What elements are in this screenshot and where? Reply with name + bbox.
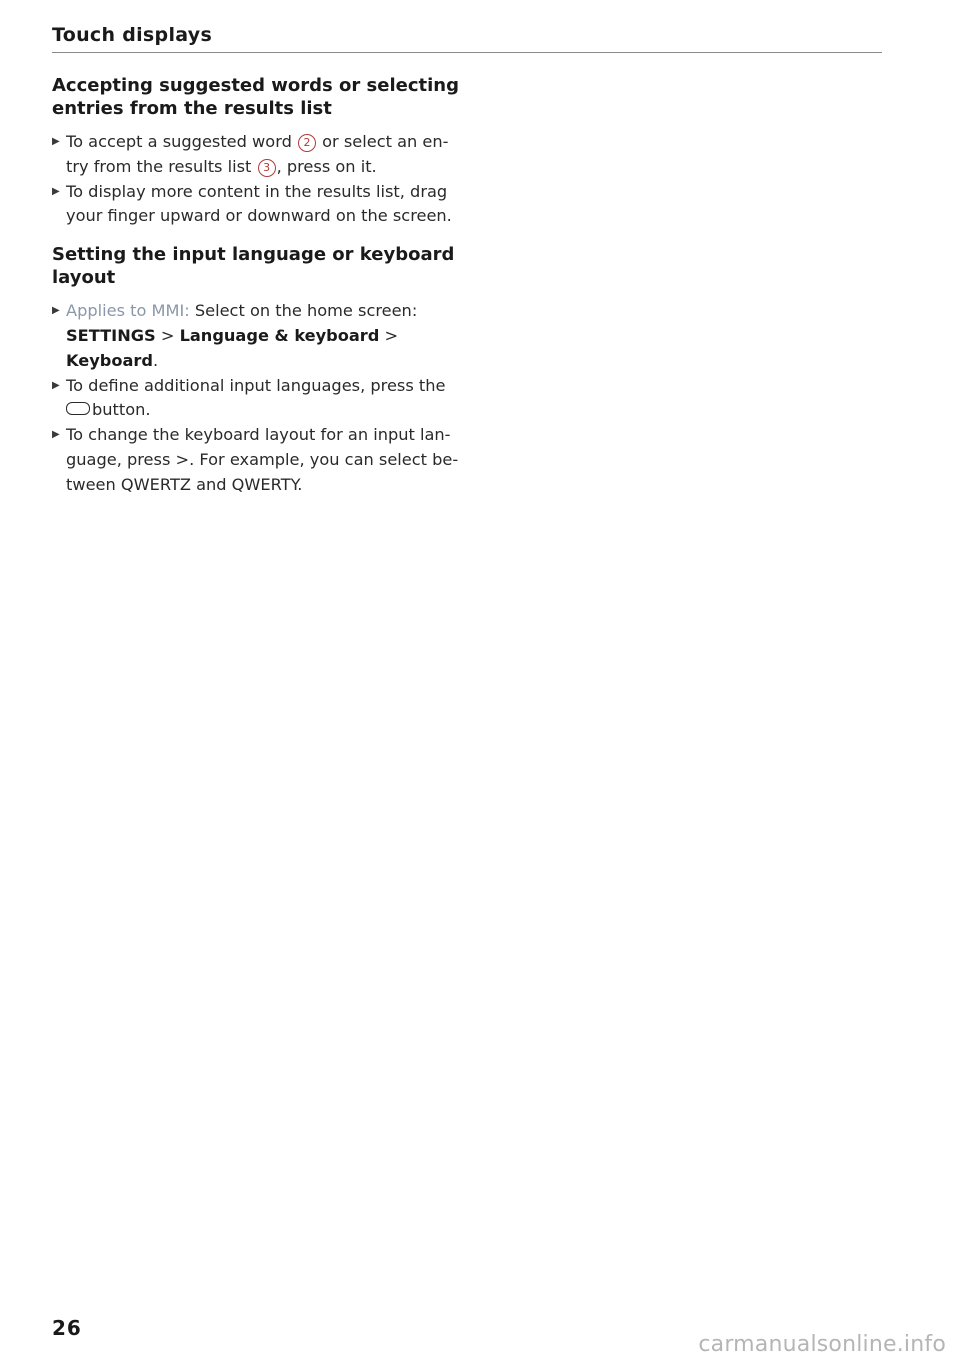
menu-path-separator: > [155,325,180,345]
bullet-triangle-icon: ▶ [52,136,60,147]
section-heading-accepting-words [52,74,462,120]
applies-to-note: Applies to MMI: [66,301,190,321]
step-item [52,374,462,424]
page-header [52,22,882,53]
step-item [52,423,462,497]
step-text: To define additional input languages, press the [66,375,446,395]
add-language-button-icon [66,402,90,415]
heading-line: Setting the input language or keyboard [52,244,455,266]
heading-line: Accepting suggested words or selecting [52,75,459,96]
callout-number-icon: 2 [298,134,316,152]
steps-list-accepting-words [52,130,462,229]
step-text: guage, press >. For example, you can select be- [66,449,459,469]
step-text: or select an en- [317,132,449,151]
step-item [52,130,462,180]
menu-path-separator: > [379,325,399,345]
heading-line: entries from the results list [52,98,332,119]
steps-list-input-language [52,299,462,497]
section-spacer [52,229,462,243]
step-text: To change the keyboard layout for an input lan- [66,425,451,445]
bullet-triangle-icon: ▶ [52,185,60,197]
step-text: Select on the home screen: [189,301,418,321]
step-text: your finger upward or downward on the screen. [66,206,452,226]
watermark-text: carmanualsonline.info [698,1332,946,1357]
step-item [52,180,462,230]
menu-path-settings: SETTINGS [66,325,156,345]
step-text: try from the results list [66,156,257,176]
callout-number-icon: 3 [258,159,276,177]
step-text: To display more content in the results list, drag [66,181,448,201]
step-text: , press on it. [276,156,377,176]
step-text: button. [92,400,151,420]
heading-line: layout [52,267,116,289]
bullet-triangle-icon: ▶ [52,429,60,441]
bullet-triangle-icon: ▶ [52,305,60,317]
menu-path-keyboard: Keyboard [66,350,153,370]
section-heading-input-language [52,243,462,289]
step-text: tween QWERTZ and QWERTY. [66,474,303,494]
bullet-triangle-icon: ▶ [52,379,60,391]
step-item [52,299,462,373]
step-text: To accept a suggested word [66,132,297,151]
page-number: 26 [52,1316,82,1340]
menu-path-language-keyboard: Language & keyboard [179,325,380,345]
page-section-title: Touch displays [52,24,213,46]
content-column [52,74,462,498]
step-text: . [153,350,159,370]
